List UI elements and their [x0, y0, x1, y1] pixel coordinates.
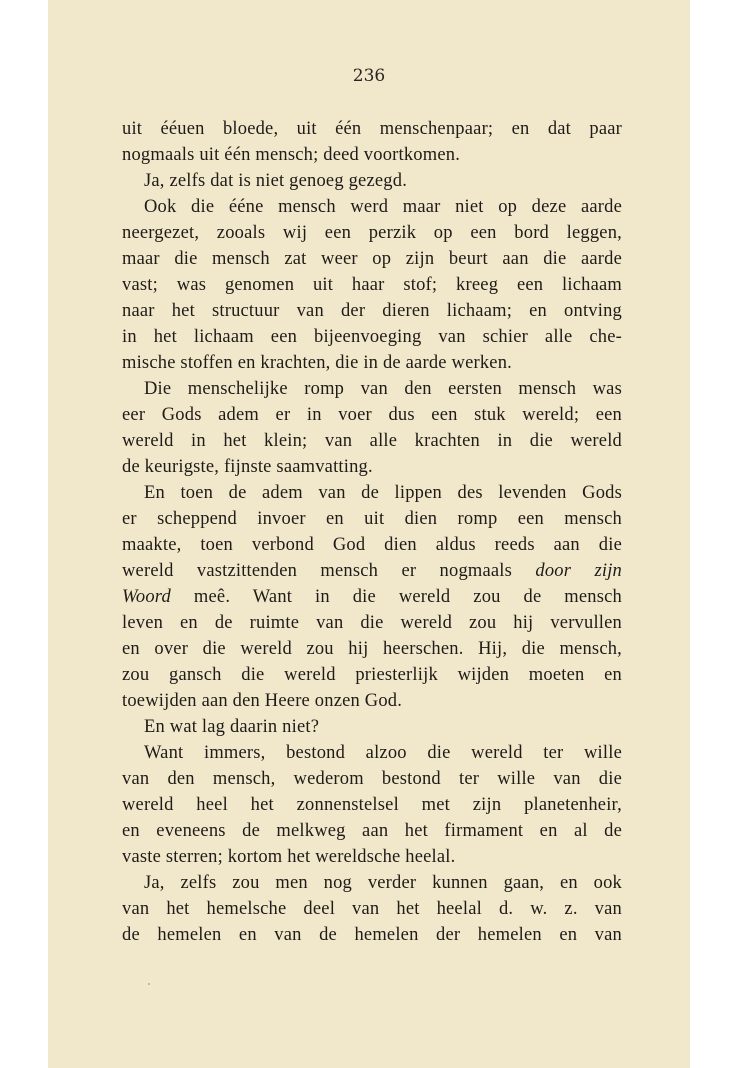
line-text: en eveneens de melkweg aan het firmament en al de	[122, 821, 622, 841]
body-text	[122, 116, 622, 948]
text-line	[122, 662, 622, 688]
text-line	[122, 610, 622, 636]
line-text: eer Gods adem er in voer dus een stuk wereld; een	[122, 405, 622, 425]
italic-text: door zijn	[535, 561, 622, 581]
text-line	[122, 870, 622, 896]
line-text: wereld vastzittenden mensch er nogmaals	[122, 561, 513, 581]
line-text: naar het structuur van der dieren lichaam; en ontving	[122, 301, 622, 321]
line-text: Ja, zelfs dat is niet genoeg gezegd.	[144, 171, 408, 191]
line-text: in het lichaam een bijeenvoeging van schier alle che-	[122, 327, 622, 347]
line-text: nogmaals uit één mensch; deed voortkomen.	[122, 145, 461, 165]
text-line	[122, 532, 622, 558]
line-text: de hemelen en van de hemelen der hemelen en van	[122, 925, 622, 945]
text-line	[122, 350, 622, 376]
line-text: leven en de ruimte van die wereld zou hij vervullen	[122, 613, 622, 633]
line-text: de keurigste, fijnste saamvatting.	[122, 457, 373, 477]
line-text: Ook die ééne mensch werd maar niet op deze aarde	[144, 197, 622, 217]
text-line	[122, 376, 622, 402]
text-line	[122, 558, 622, 584]
text-line	[122, 298, 622, 324]
text-line	[122, 194, 622, 220]
line-text: toewijden aan den Heere onzen God.	[122, 691, 403, 711]
text-line	[122, 714, 622, 740]
line-text: wereld heel het zonnenstelsel met zijn planetenheir,	[122, 795, 622, 815]
text-line	[122, 480, 622, 506]
text-line	[122, 402, 622, 428]
paper-speck	[148, 983, 150, 985]
line-text: Die menschelijke romp van den eersten mensch was	[144, 379, 622, 399]
text-line	[122, 896, 622, 922]
text-line	[122, 766, 622, 792]
text-line	[122, 688, 622, 714]
line-text: vaste sterren; kortom het wereldsche heelal.	[122, 847, 456, 867]
line-text: maakte, toen verbond God dien aldus reeds aan die	[122, 535, 622, 555]
text-line	[122, 636, 622, 662]
text-line	[122, 428, 622, 454]
line-text: En toen de adem van de lippen des levenden Gods	[144, 483, 622, 503]
italic-text: Woord	[122, 587, 171, 607]
line-text: maar die mensch zat weer op zijn beurt aan die aarde	[122, 249, 622, 269]
line-text: van het hemelsche deel van het heelal d. w. z. van	[122, 899, 622, 919]
line-text: mische stoffen en krachten, die in de aarde werken.	[122, 353, 512, 373]
text-line	[122, 506, 622, 532]
text-line	[122, 272, 622, 298]
text-line	[122, 922, 622, 948]
book-page	[48, 0, 690, 1068]
text-line	[122, 142, 622, 168]
line-text: van den mensch, wederom bestond ter wille van die	[122, 769, 622, 789]
line-text: zou gansch die wereld priesterlijk wijden moeten en	[122, 665, 622, 685]
text-line	[122, 818, 622, 844]
line-text: Want immers, bestond alzoo die wereld ter wille	[144, 743, 622, 763]
text-line	[122, 792, 622, 818]
text-line	[122, 116, 622, 142]
line-text: Ja, zelfs zou men nog verder kunnen gaan, en ook	[144, 873, 622, 893]
line-text: meê. Want in die wereld zou de mensch	[193, 587, 623, 607]
line-text: vast; was genomen uit haar stof; kreeg een lichaam	[122, 275, 622, 295]
text-line	[122, 246, 622, 272]
line-text: er scheppend invoer en uit dien romp een mensch	[122, 509, 622, 529]
page-number: 236	[352, 66, 386, 86]
line-text: neergezet, zooals wij een perzik op een bord leggen,	[122, 223, 622, 243]
text-line	[122, 454, 622, 480]
text-line	[122, 324, 622, 350]
line-text: En wat lag daarin niet?	[144, 717, 320, 737]
text-line	[122, 168, 622, 194]
line-text: uit ééuen bloede, uit één menschenpaar; en dat paar	[122, 119, 622, 139]
text-line	[122, 844, 622, 870]
text-line	[122, 220, 622, 246]
line-text: en over die wereld zou hij heerschen. Hij, die mensch,	[122, 639, 622, 659]
line-text: wereld in het klein; van alle krachten in die wereld	[122, 431, 622, 451]
text-line	[122, 740, 622, 766]
text-line	[122, 584, 622, 610]
